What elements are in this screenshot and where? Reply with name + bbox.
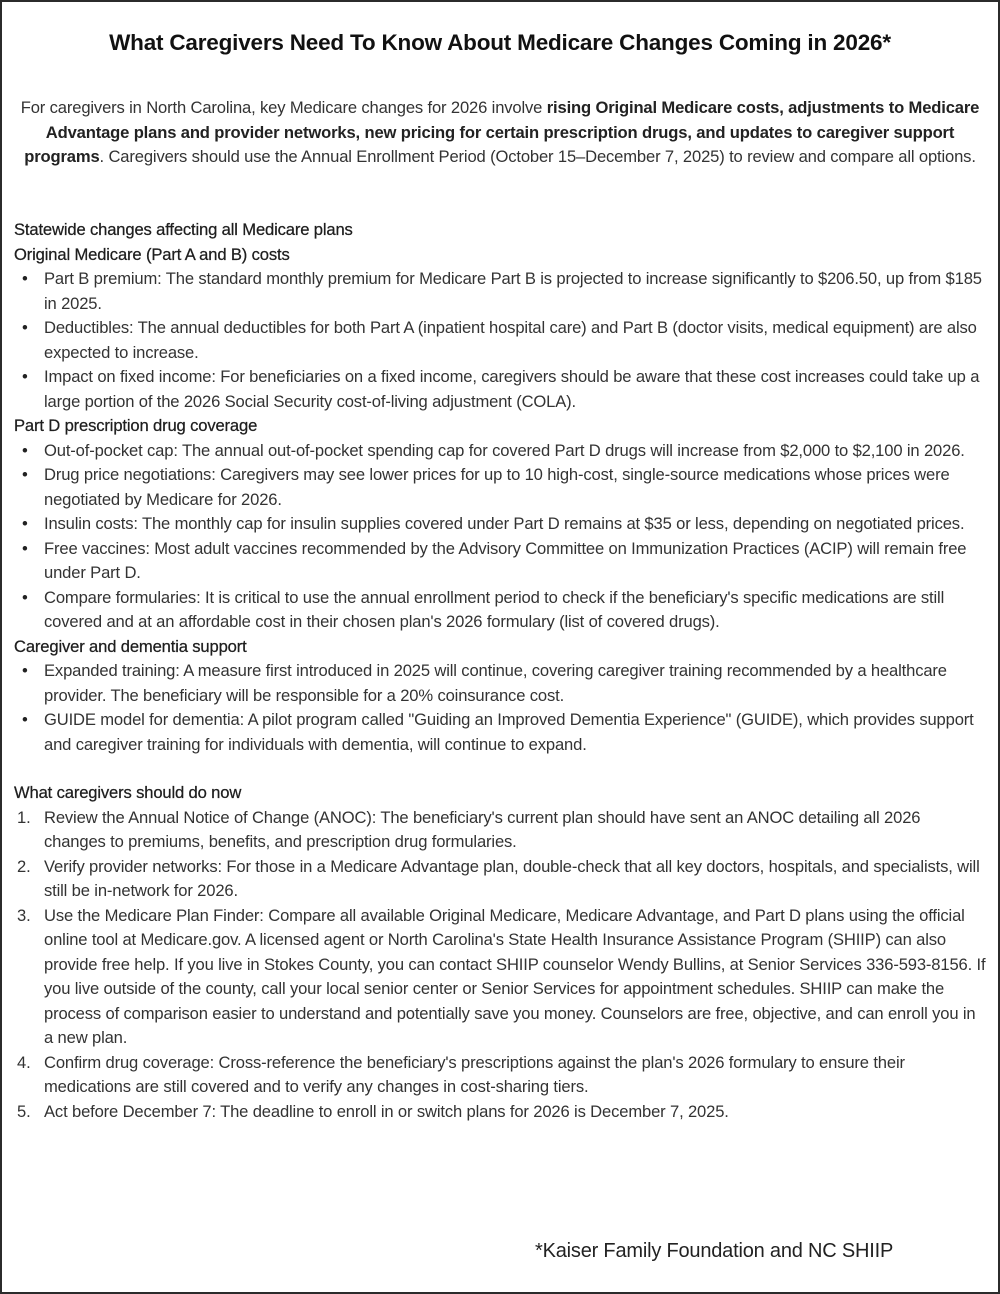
- list-item: • Drug price negotiations: Caregivers may see lower prices for up to 10 high-cost, single-source medications whose prices were negotiated by Medicare for 2026.: [44, 463, 986, 512]
- list-item: • Insulin costs: The monthly cap for insulin supplies covered under Part D remains at $35 or less, depending on negotiated prices.: [44, 512, 986, 537]
- list-item: • Compare formularies: It is critical to use the annual enrollment period to check if the beneficiary's specific medications are still covered and at an affordable cost in their chosen plan's 2026 formulary (list of covered drugs).: [44, 586, 986, 635]
- list-item: • Expanded training: A measure first introduced in 2025 will continue, covering caregiver training recommended by a healthcare provider. The beneficiary will be responsible for a 20% coinsurance cost.: [44, 659, 986, 708]
- spacer: [14, 757, 986, 781]
- intro-paragraph: [14, 96, 986, 170]
- item-number: 4.: [17, 1052, 31, 1072]
- item-number: 2.: [17, 856, 31, 876]
- main-content: [14, 218, 986, 1124]
- item-number: 5.: [17, 1101, 31, 1121]
- list-item: [17, 855, 986, 904]
- item-text: Use the Medicare Plan Finder: Compare all available Original Medicare, Medicare Advantage, and Part D plans using the official online tool at Medicare.gov. A licensed agent or North Carolina's State Health Insurance Assistance Program (SHIIP) can also provide free help. If you live in Stokes County, you can contact SHIIP counselor Wendy Bullins, at Senior Services 336-593-8156. If you live outside of the county, call your local senior center or Senior Services for appointment schedules. SHIIP can make the process of comparison easier to understand and potentially save you money. Counselors are free, objective, and can enroll you in a new plan.: [44, 905, 986, 1047]
- list-item: [17, 1051, 986, 1100]
- list-item: • Out-of-pocket cap: The annual out-of-pocket spending cap for covered Part D drugs will increase from $2,000 to $2,100 in 2026.: [44, 439, 986, 464]
- item-text: Verify provider networks: For those in a Medicare Advantage plan, double-check that all key doctors, hospitals, and specialists, will still be in-network for 2026.: [44, 856, 980, 900]
- subsection-heading-original-medicare: Original Medicare (Part A and B) costs: [14, 244, 290, 264]
- list-item: • Impact on fixed income: For beneficiaries on a fixed income, caregivers should be aware that these cost increases could take up a large portion of the 2026 Social Security cost-of-living adjustment (COLA).: [44, 365, 986, 414]
- list-item: [17, 904, 986, 1051]
- actions-list: [14, 806, 986, 1125]
- list-item: • GUIDE model for dementia: A pilot program called "Guiding an Improved Dementia Experience" (GUIDE), which provides support and caregiver training for individuals with dementia, will continue to expand.: [44, 708, 986, 757]
- item-number: 1.: [17, 807, 31, 827]
- intro-highlight: rising Original Medicare costs, adjustments to Medicare Advantage plans and provider networks, new pricing for certain prescription drugs, and updates to caregiver support programs: [24, 98, 980, 166]
- item-text: Act before December 7: The deadline to enroll in or switch plans for 2026 is December 7, 2025.: [44, 1101, 729, 1121]
- list-item: [17, 1100, 986, 1125]
- item-text: Confirm drug coverage: Cross-reference the beneficiary's prescriptions against the plan's 2026 formulary to ensure their medications are still covered and to verify any changes in cost-sharing tiers.: [44, 1052, 905, 1096]
- page-title: What Caregivers Need To Know About Medicare Changes Coming in 2026*: [109, 30, 891, 55]
- source-citation: *Kaiser Family Foundation and NC SHIIP: [535, 1240, 894, 1262]
- item-text: Review the Annual Notice of Change (ANOC): The beneficiary's current plan should have sent an ANOC detailing all 2026 changes to premiums, benefits, and prescription drug formularies.: [44, 807, 921, 851]
- original-medicare-list: [14, 267, 986, 414]
- section-heading-actions: What caregivers should do now: [14, 783, 242, 802]
- item-number: 3.: [17, 905, 31, 925]
- caregiver-support-list: [14, 659, 986, 757]
- list-item: • Free vaccines: Most adult vaccines recommended by the Advisory Committee on Immunization Practices (ACIP) will remain free under Part D.: [44, 537, 986, 586]
- list-item: [17, 806, 986, 855]
- list-item: • Part B premium: The standard monthly premium for Medicare Part B is projected to increase significantly to $206.50, up from $185 in 2025.: [44, 267, 986, 316]
- intro-text: For caregivers in North Carolina, key Medicare changes for 2026 involve: [20, 98, 547, 117]
- subsection-heading-part-d: Part D prescription drug coverage: [14, 416, 258, 435]
- intro-text-end: . Caregivers should use the Annual Enrollment Period (October 15–December 7, 2025) to review and compare all options.: [99, 147, 976, 166]
- subsection-heading-caregiver-support: Caregiver and dementia support: [14, 636, 247, 656]
- section-heading-statewide: Statewide changes affecting all Medicare plans: [14, 220, 353, 239]
- list-item: • Deductibles: The annual deductibles for both Part A (inpatient hospital care) and Part B (doctor visits, medical equipment) are also expected to increase.: [44, 316, 986, 365]
- part-d-list: [14, 439, 986, 635]
